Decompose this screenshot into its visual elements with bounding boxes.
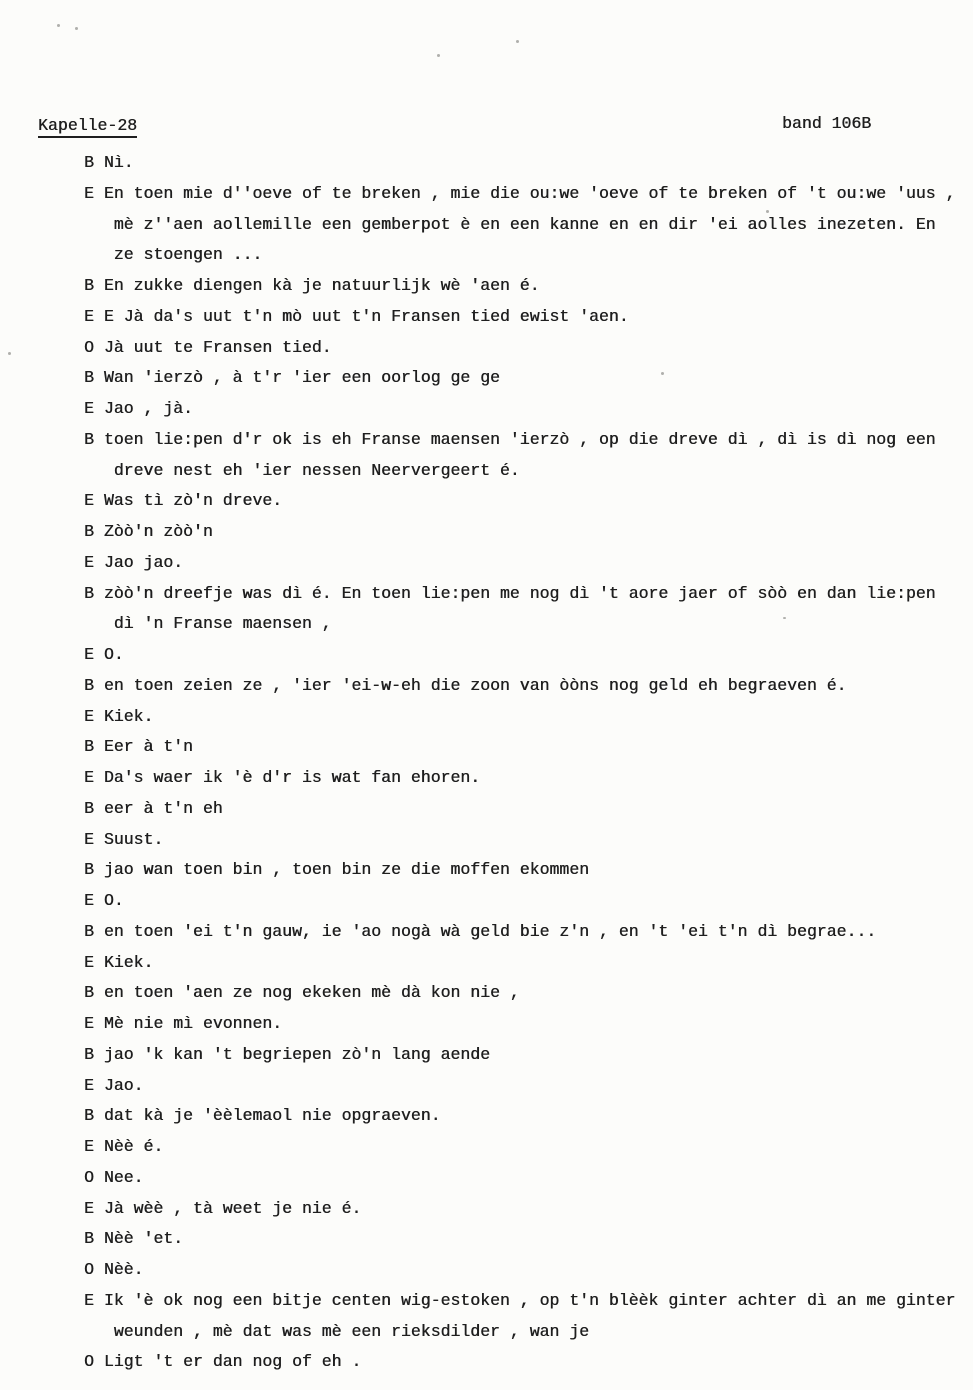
transcript-line [84,1347,973,1378]
speaker-label: B [84,583,104,603]
transcript-line [84,425,973,456]
speaker-label [84,1322,114,1341]
line-text: Nèè é. [103,1137,164,1156]
transcript-line [84,1255,973,1286]
speaker-label [84,461,114,480]
transcript-line [84,671,973,702]
speaker-label: E [84,706,104,726]
speaker-label: E [84,1014,104,1033]
speaker-label: B [84,522,104,541]
paper-speck [437,54,440,57]
transcript-line [84,1194,973,1225]
line-text: Jà wèè , tà weet je nie é. [103,1198,362,1218]
transcript-line [84,732,973,763]
line-text: Ligt 't er dan nog of eh . [103,1352,362,1372]
transcript-line [84,1040,973,1071]
speaker-label: B [84,276,104,295]
transcript-line [84,486,973,517]
line-text: O. [103,891,124,910]
line-text: jao wan toen bin , toen bin ze die moffen ekommen [103,860,589,880]
speaker-label: O [84,1352,104,1372]
transcript-line [84,240,973,271]
transcript-line [84,640,973,671]
line-text: Zòò'n zòò'n [103,522,213,541]
paper-speck [516,40,519,43]
line-text: en toen zeien ze , 'ier 'ei-w-eh die zoon van òòns nog geld eh begraeven é. [103,675,847,695]
paper-speck [783,617,786,619]
speaker-label: E [84,552,104,572]
speaker-label: E [84,891,104,910]
transcript-line [84,886,973,917]
speaker-label: B [84,737,104,757]
speaker-label: B [84,429,104,449]
paper-speck [766,210,769,213]
transcript-line [84,1101,973,1132]
line-text: Jà uut te Fransen tied. [103,337,332,357]
transcript-line [84,825,973,856]
line-text: Nèè 'et. [103,1229,184,1249]
line-text: O. [103,645,124,664]
line-text: dat kà je 'èèlemaol nie opgraeven. [103,1106,441,1126]
speaker-label: E [84,399,104,418]
line-text: Jao. [103,1075,144,1095]
transcript-line [84,548,973,579]
speaker-label: O [84,1167,104,1187]
transcript-line [84,271,973,302]
speaker-label [84,215,114,234]
speaker-label: E [84,1198,104,1218]
line-text: Nèè. [103,1260,144,1279]
speaker-label: E [84,645,104,664]
speaker-label: B [84,1044,104,1064]
speaker-label: B [84,983,104,1003]
speaker-label: B [84,153,104,172]
line-text: ze stoengen ... [113,245,263,265]
transcript-line [84,179,973,210]
line-text: Da's waer ik 'è d'r is wat fan ehoren. [103,768,481,787]
speaker-label: B [84,860,104,880]
paper-speck [8,352,11,355]
transcript-line [84,1317,973,1348]
line-text: Eer à t'n [103,737,193,757]
line-text: Wan 'ierzò , à t'r 'ier een oorlog ge ge [103,368,500,388]
speaker-label: E [84,183,104,203]
transcript-line [84,333,973,364]
speaker-label: E [84,952,104,972]
transcript-line [84,363,973,394]
speaker-label: E [84,1290,104,1310]
line-text: Kiek. [103,706,154,726]
transcript-line [84,948,973,979]
speaker-label: E [84,768,104,787]
transcript-line [84,1224,973,1255]
line-text: Nì. [103,153,134,172]
transcript-line [84,148,973,179]
line-text: E Jà da's uut t'n mò uut t'n Fransen tied ewist 'aen. [103,306,629,326]
transcript-line [84,302,973,333]
speaker-label [84,245,114,264]
speaker-label: B [84,368,104,388]
transcript-line [84,1132,973,1163]
band-number-label: band 106B [782,114,872,133]
transcript-line [84,702,973,733]
line-text: dì 'n Franse maensen , [113,614,332,634]
transcript-line [84,978,973,1009]
transcript-line [84,456,973,487]
line-text: Nee. [103,1167,144,1187]
transcript-line [84,1071,973,1102]
speaker-label: B [84,921,104,941]
line-text: dreve nest eh 'ier nessen Neervergeert é. [113,460,520,480]
speaker-label: E [84,1137,104,1156]
line-text: Jao jao. [103,552,184,572]
speaker-label: E [84,1075,104,1095]
paper-speck [661,372,664,375]
transcript-line [84,1163,973,1194]
speaker-label: B [84,798,104,818]
line-text: Kiek. [103,952,154,972]
transcript-line [84,394,973,425]
line-text: En zukke diengen kà je natuurlijk wè 'aen é. [103,276,540,295]
line-text: weunden , mè dat was mè een rieksdilder , wan je [113,1321,589,1341]
line-text: eer à t'n eh [103,798,223,818]
speaker-label: B [84,1229,104,1249]
speaker-label: O [84,1260,104,1279]
speaker-label: B [84,1106,104,1126]
transcript-line [84,855,973,886]
line-text: zòò'n dreefje was dì é. En toen lie:pen me nog dì 't aore jaer of sòò en dan lie:pen [103,583,936,603]
transcript-line [84,917,973,948]
line-text: mè z''aen aollemille een gemberpot è en een kanne en en dir 'ei aolles inezeten. En [113,214,936,234]
transcript-line [84,1286,973,1317]
speaker-label: E [84,306,104,326]
transcript-line [84,609,973,640]
transcript-line [84,1009,973,1040]
line-text: toen lie:pen d'r ok is eh Franse maensen 'ierzò , op die dreve dì , dì is dì nog een [103,429,936,449]
transcript-line [84,794,973,825]
speaker-label: E [84,491,104,511]
paper-speck [57,24,60,27]
line-text: Mè nie mì evonnen. [103,1014,283,1033]
line-text: en toen 'aen ze nog ekeken mè dà kon nie , [103,983,520,1003]
line-text: Was tì zò'n dreve. [103,491,283,511]
speaker-label: O [84,337,104,357]
line-text: Jao , jà. [103,399,193,418]
line-text: Ik 'è ok nog een bitje centen wig-estoken , op t'n blèèk ginter achter dì an me ginter [103,1290,956,1310]
line-text: Suust. [103,829,164,849]
paper-speck [75,27,78,30]
transcript-line [84,210,973,241]
speaker-label [84,614,114,633]
speaker-label: B [84,675,104,695]
transcript-line [84,579,973,610]
line-text: En toen mie d''oeve of te breken , mie die ou:we 'oeve of te breken of 't ou:we 'uus , [103,183,956,203]
speaker-label: E [84,829,104,849]
transcript-line [84,763,973,794]
transcript-body [84,148,973,1378]
line-text: jao 'k kan 't begriepen zò'n lang aende [103,1044,490,1064]
document-title: Kapelle-28 [38,116,137,138]
transcript-line [84,517,973,548]
line-text: en toen 'ei t'n gauw, ie 'ao nogà wà geld bie z'n , en 't 'ei t'n dì begrae... [103,921,877,941]
